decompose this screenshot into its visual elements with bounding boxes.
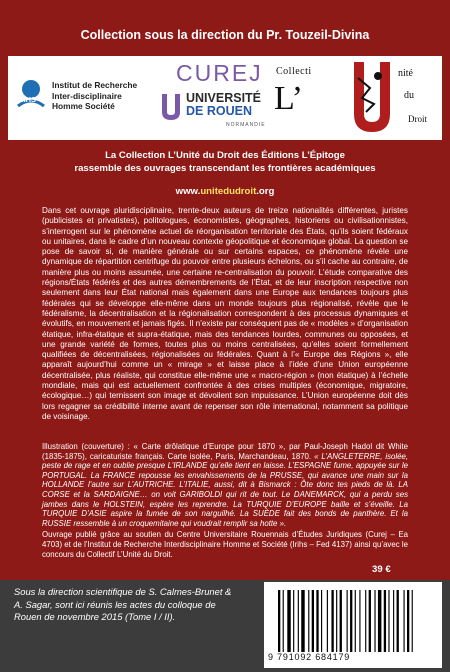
collectif-unite-du-droit-logo: Collecti L’ nité du Droit	[270, 58, 440, 138]
irihs-name: Institut de Recherche Inter-disciplinaire Homme Société	[52, 80, 138, 112]
university-rouen-mark-icon	[160, 92, 182, 122]
illustration-credit: Illustration (couverture) : « Carte drôlatique d’Europe pour 1870 », par Paul-Joseph Hadol dit White (1835-1875), caricaturiste français. Carte isolée, Paris, Marchandeau, 1870. « L’ANGLETERRE, isolée, peste de rage et en oublie presque L’IRLANDE qu’elle tient en laisse. L’ESPAGNE fume, appuyée sur le PORTUGAL. La FRANCE repousse les envahissements de la PRUSSE, qui avance une main sur la HOLLANDE l’autre sur L’AUTRICHE. L’ITALIE, aussi, dit à Bismarck : Ôte donc tes pieds de là. LA CORSE et la SARDAIGNE… on voit GARIBOLDI qui rit de tout. Le DANEMARCK, qui a perdu ses jambes dans le HOLSTEIN, espère les reprendre. La TURQUIE D’EUROPE baille et s’éveille. La TURQUIE D’ASIE aspire la fumée de son narguilhé. La SUÈDE fait des bonds de panthère. Et la RUSSIE ressemble à un croquemitaine qui voudrait remplir sa hotte ».	[42, 442, 409, 528]
irihs-logo-icon	[14, 76, 48, 116]
website-link[interactable]: www.unitedudroit.org	[175, 186, 275, 197]
summary-text: Dans cet ouvrage pluridisciplinaire, trente-deux auteurs de treize nationalités différentes, juristes (publicistes et privatistes), politologues, économistes, géographes, historiens ou civilisationnistes, s’interrogent sur le phénomène actuel de réorganisation territoriale des États, qu’ils soient fédéraux ou unitaires, dans le cadre d’un nouveau contexte géopolitique et économique global. La question se pose de savoir si, de manière générale ou sur certains espaces, ce phénomène révèle une dynamique de répartition centrifuge du pouvoir entre plusieurs échelons, ou s’il cache au contraire, de manière plus ou moins assumée, une certaine re-centralisation du pouvoir. L’étude comparative des régions/États fédérés et des autres démembrements de l’État, et de leur inscription respective non seulement dans leur État national mais également dans une Europe aux tendances toujours plus fédérales qui se développe elle-même dans un monde toujours plus régionalisé, révèle que le fédéralisme, la décentralisation et la régionalisation correspondent à des processus dynamiques et évolutifs, en mouvement et jamais figés. Il n’existe par conséquent pas de « modèles » d’organisation étatique, infra-étatique et supra-étatique, mais des tendances lourdes, communes ou opposées, et une grande variété de formes, toutes plus ou moins centralisées, qu’elles soient formellement qualifiées de décentralisées, régionalisées ou fédérales. Quant à l’« Europe des Régions », elle apparaît aujourd’hui comme un « mirage » et laisse place à l’idée d’une Union européenne décentralisée, plus réaliste, qui constitue elle-même une « macro-région » (non étatique) à l’échelle mondiale, mais qui est actuellement confrontée à des crises multiples (économique, migratoire, écologique…) qui ternissent son image et dévoilent son impuissance. L’Union européenne doit dès lors regagner sa crédibilité interne avant de repenser son rôle international, notamment sa politique de voisinage.	[42, 206, 408, 421]
barcode-bars-icon	[276, 590, 432, 652]
collection-title: Collection sous la direction du Pr. Touzeil-Divina	[80, 28, 370, 42]
direction-text: Sous la direction scientifique de S. Calmes-Brunet & A. Sagar, sont ici réunis les actes du colloque de Rouen de novembre 2015 (Tome I / II).	[14, 586, 232, 622]
collection-intro: La Collection L’Unité du Droit des Éditions L’Épitoge rassemble des ouvrages transcendant les frontières académiques	[74, 150, 376, 174]
curej-logo: CUREJ	[176, 60, 263, 86]
collectif-u-emblem-icon	[348, 58, 396, 136]
support-text: Ouvrage publié grâce au soutien du Centre Universitaire Rouennais d’Études Juridiques (Curej – Ea 4703) et de l’Institut de Recherche Interdisciplinaire Homme et Société (Irihs – Fed 4137) ainsi qu’avec le concours du Collectif L’Unité du Droit.	[42, 530, 408, 559]
partner-logos-band	[8, 56, 442, 140]
irihs-acronym: IRIHS	[16, 95, 37, 104]
university-rouen-sub: NORMANDIE	[226, 122, 266, 128]
barcode	[264, 582, 442, 668]
price: 39 €	[372, 564, 391, 575]
university-rouen-logo: UNIVERSITÉ DE ROUEN	[186, 91, 262, 118]
illustration-legend: « L’ANGLETERRE, isolée, peste de rage et en oublie presque L’IRLANDE qu’elle tient en laisse. L’ESPAGNE fume, appuyée sur le PORTUGAL. La FRANCE repousse les envahissements de la PRUSSE, qui avance une main sur la HOLLANDE l’autre sur L’AUTRICHE. L’ITALIE, aussi, dit à Bismarck : Ôte donc tes pieds de là. LA CORSE et la SARDAIGNE… on voit GARIBOLDI qui rit de tout. Le DANEMARCK, qui a perdu ses jambes dans le HOLSTEIN, espère les reprendre. La TURQUIE D’EUROPE baille et s’éveille. La TURQUIE D’ASIE aspire la fumée de son narguilhé. La SUÈDE fait des bonds de panthère. Et la RUSSIE ressemble à un croquemitaine qui voudrait remplir sa hotte ».	[42, 451, 409, 528]
barcode-number: 9 791092 684179	[268, 652, 351, 662]
